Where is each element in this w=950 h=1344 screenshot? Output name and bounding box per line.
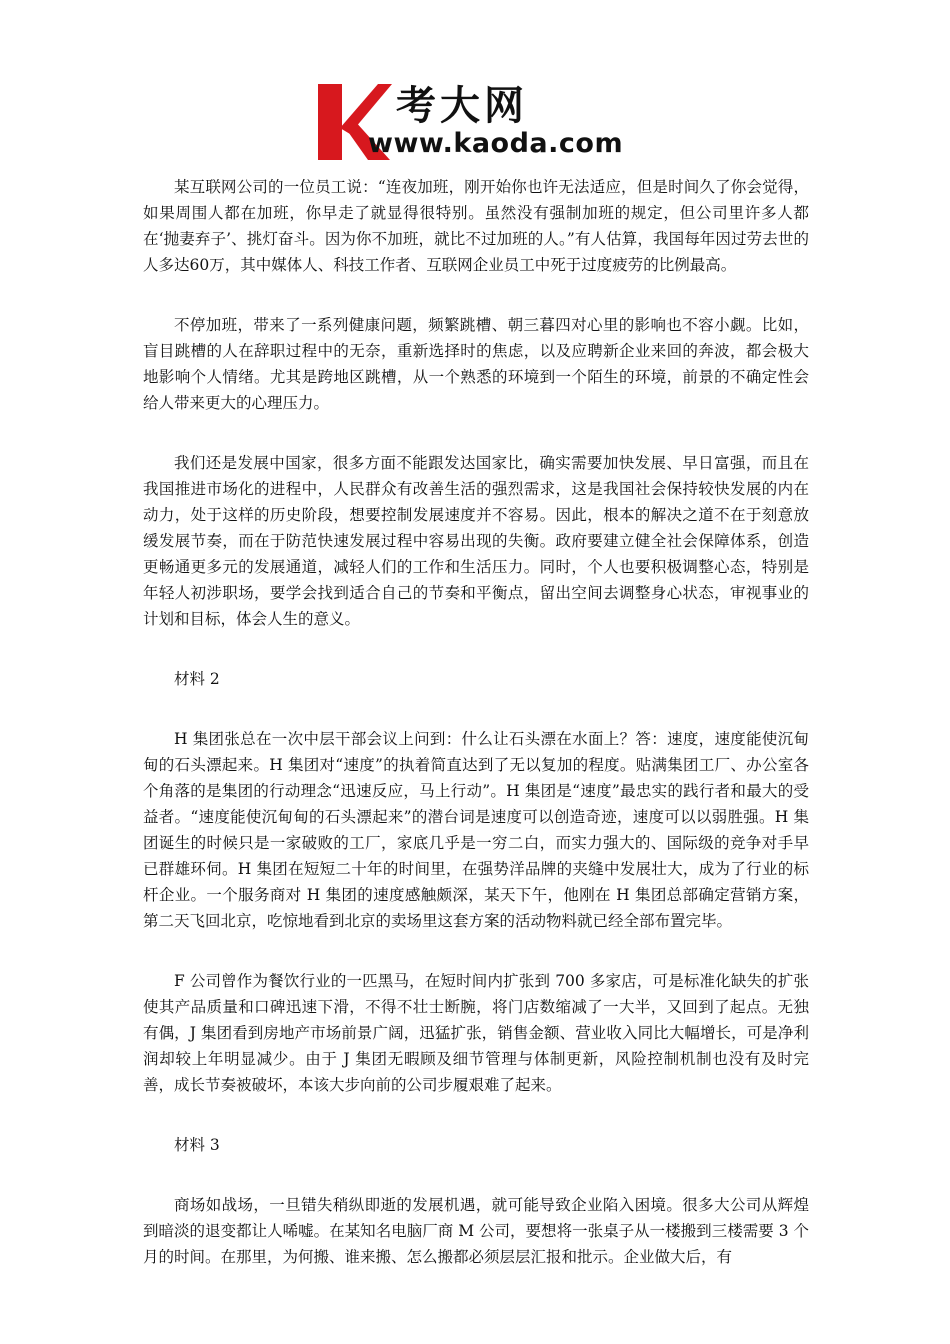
material-3-label: 材料 3 <box>174 1136 220 1154</box>
paragraph-3: 我们还是发展中国家，很多方面不能跟发达国家比，确实需要加快发展、早日富强，而且在我国推进市场化的进程中，人民群众有改善生活的强烈需求，这是我国社会保持较快发展的内在动力，处于这样的历史阶段，想要控制发展速度并不容易。因此，根本的解决之道不在于刻意放缓发展节奏，而在于防范快速发展过程中容易出现的失衡。政府要建立健全社会保障体系，创造更畅通更多元的发展通道，减轻人们的工作和生活压力。同时，个人也要积极调整心态，特别是年轻人初涉职场，要学会找到适合自己的节奏和平衡点，留出空间去调整身心状态，审视事业的计划和目标，体会人生的意义。 <box>143 454 809 628</box>
material-2-label: 材料 2 <box>174 670 220 688</box>
paragraph-2: 不停加班，带来了一系列健康问题，频繁跳槽、朝三暮四对心里的影响也不容小觑。比如，盲目跳槽的人在辞职过程中的无奈，重新选择时的焦虑，以及应聘新企业来回的奔波，都会极大地影响个人情绪。尤其是跨地区跳槽，从一个熟悉的环境到一个陌生的环境，前景的不确定性会给人带来更大的心理压力。 <box>143 316 809 412</box>
document-body <box>143 174 809 1304</box>
logo-url: www.kaoda.com <box>368 128 624 159</box>
logo-brand-name: 考大网 <box>396 83 528 129</box>
paragraph-4: H 集团张总在一次中层干部会议上问到：什么让石头漂在水面上？答：速度，速度能使沉甸甸的石头漂起来。H 集团对“速度”的执着简直达到了无以复加的程度。贴满集团工厂、办公室各个角落的是集团的行动理念“迅速反应，马上行动”。H 集团是“速度”最忠实的践行者和最大的受益者。“速度能使沉甸甸的石头漂起来”的潜台词是速度可以创造奇迹，速度可以以弱胜强。H 集团诞生的时候只是一家破败的工厂，家底几乎是一穷二白，而实力强大的、国际级的竞争对手早已群雄环伺。H 集团在短短二十年的时间里，在强势洋品牌的夹缝中发展壮大，成为了行业的标杆企业。一个服务商对 H 集团的速度感触颇深，某天下午，他刚在 H 集团总部确定营销方案，第二天飞回北京，吃惊地看到北京的卖场里这套方案的活动物料就已经全部布置完毕。 <box>143 730 809 930</box>
paragraph-6: 商场如战场，一旦错失稍纵即逝的发展机遇，就可能导致企业陷入困境。很多大公司从辉煌到暗淡的退变都让人唏嘘。在某知名电脑厂商 M 公司，要想将一张桌子从一楼搬到三楼需要 3 个月的时间。在那里，为何搬、谁来搬、怎么搬都必须层层汇报和批示。企业做大后，有 <box>143 1196 809 1266</box>
paragraph-1: 某互联网公司的一位员工说：“连夜加班，刚开始你也许无法适应，但是时间久了你会觉得，如果周围人都在加班，你早走了就显得很特别。虽然没有强制加班的规定，但公司里许多人都在‘抛妻弃子’、挑灯奋斗。因为你不加班，就比不过加班的人。”有人估算，我国每年因过劳去世的人多达60万，其中媒体人、科技工作者、互联网企业员工中死于过度疲劳的比例最高。 <box>143 178 809 274</box>
kaoda-logo <box>316 82 646 164</box>
paragraph-5: F 公司曾作为餐饮行业的一匹黑马，在短时间内扩张到 700 多家店，可是标准化缺失的扩张使其产品质量和口碑迅速下滑，不得不壮士断腕，将门店数缩减了一大半，又回到了起点。无独有偶，J 集团看到房地产市场前景广阔，迅猛扩张，销售金额、营业收入同比大幅增长，可是净利润却较上年明显减少。由于 J 集团无暇顾及细节管理与体制更新，风险控制机制也没有及时完善，成长节奏被破坏，本该大步向前的公司步履艰难了起来。 <box>143 972 809 1094</box>
